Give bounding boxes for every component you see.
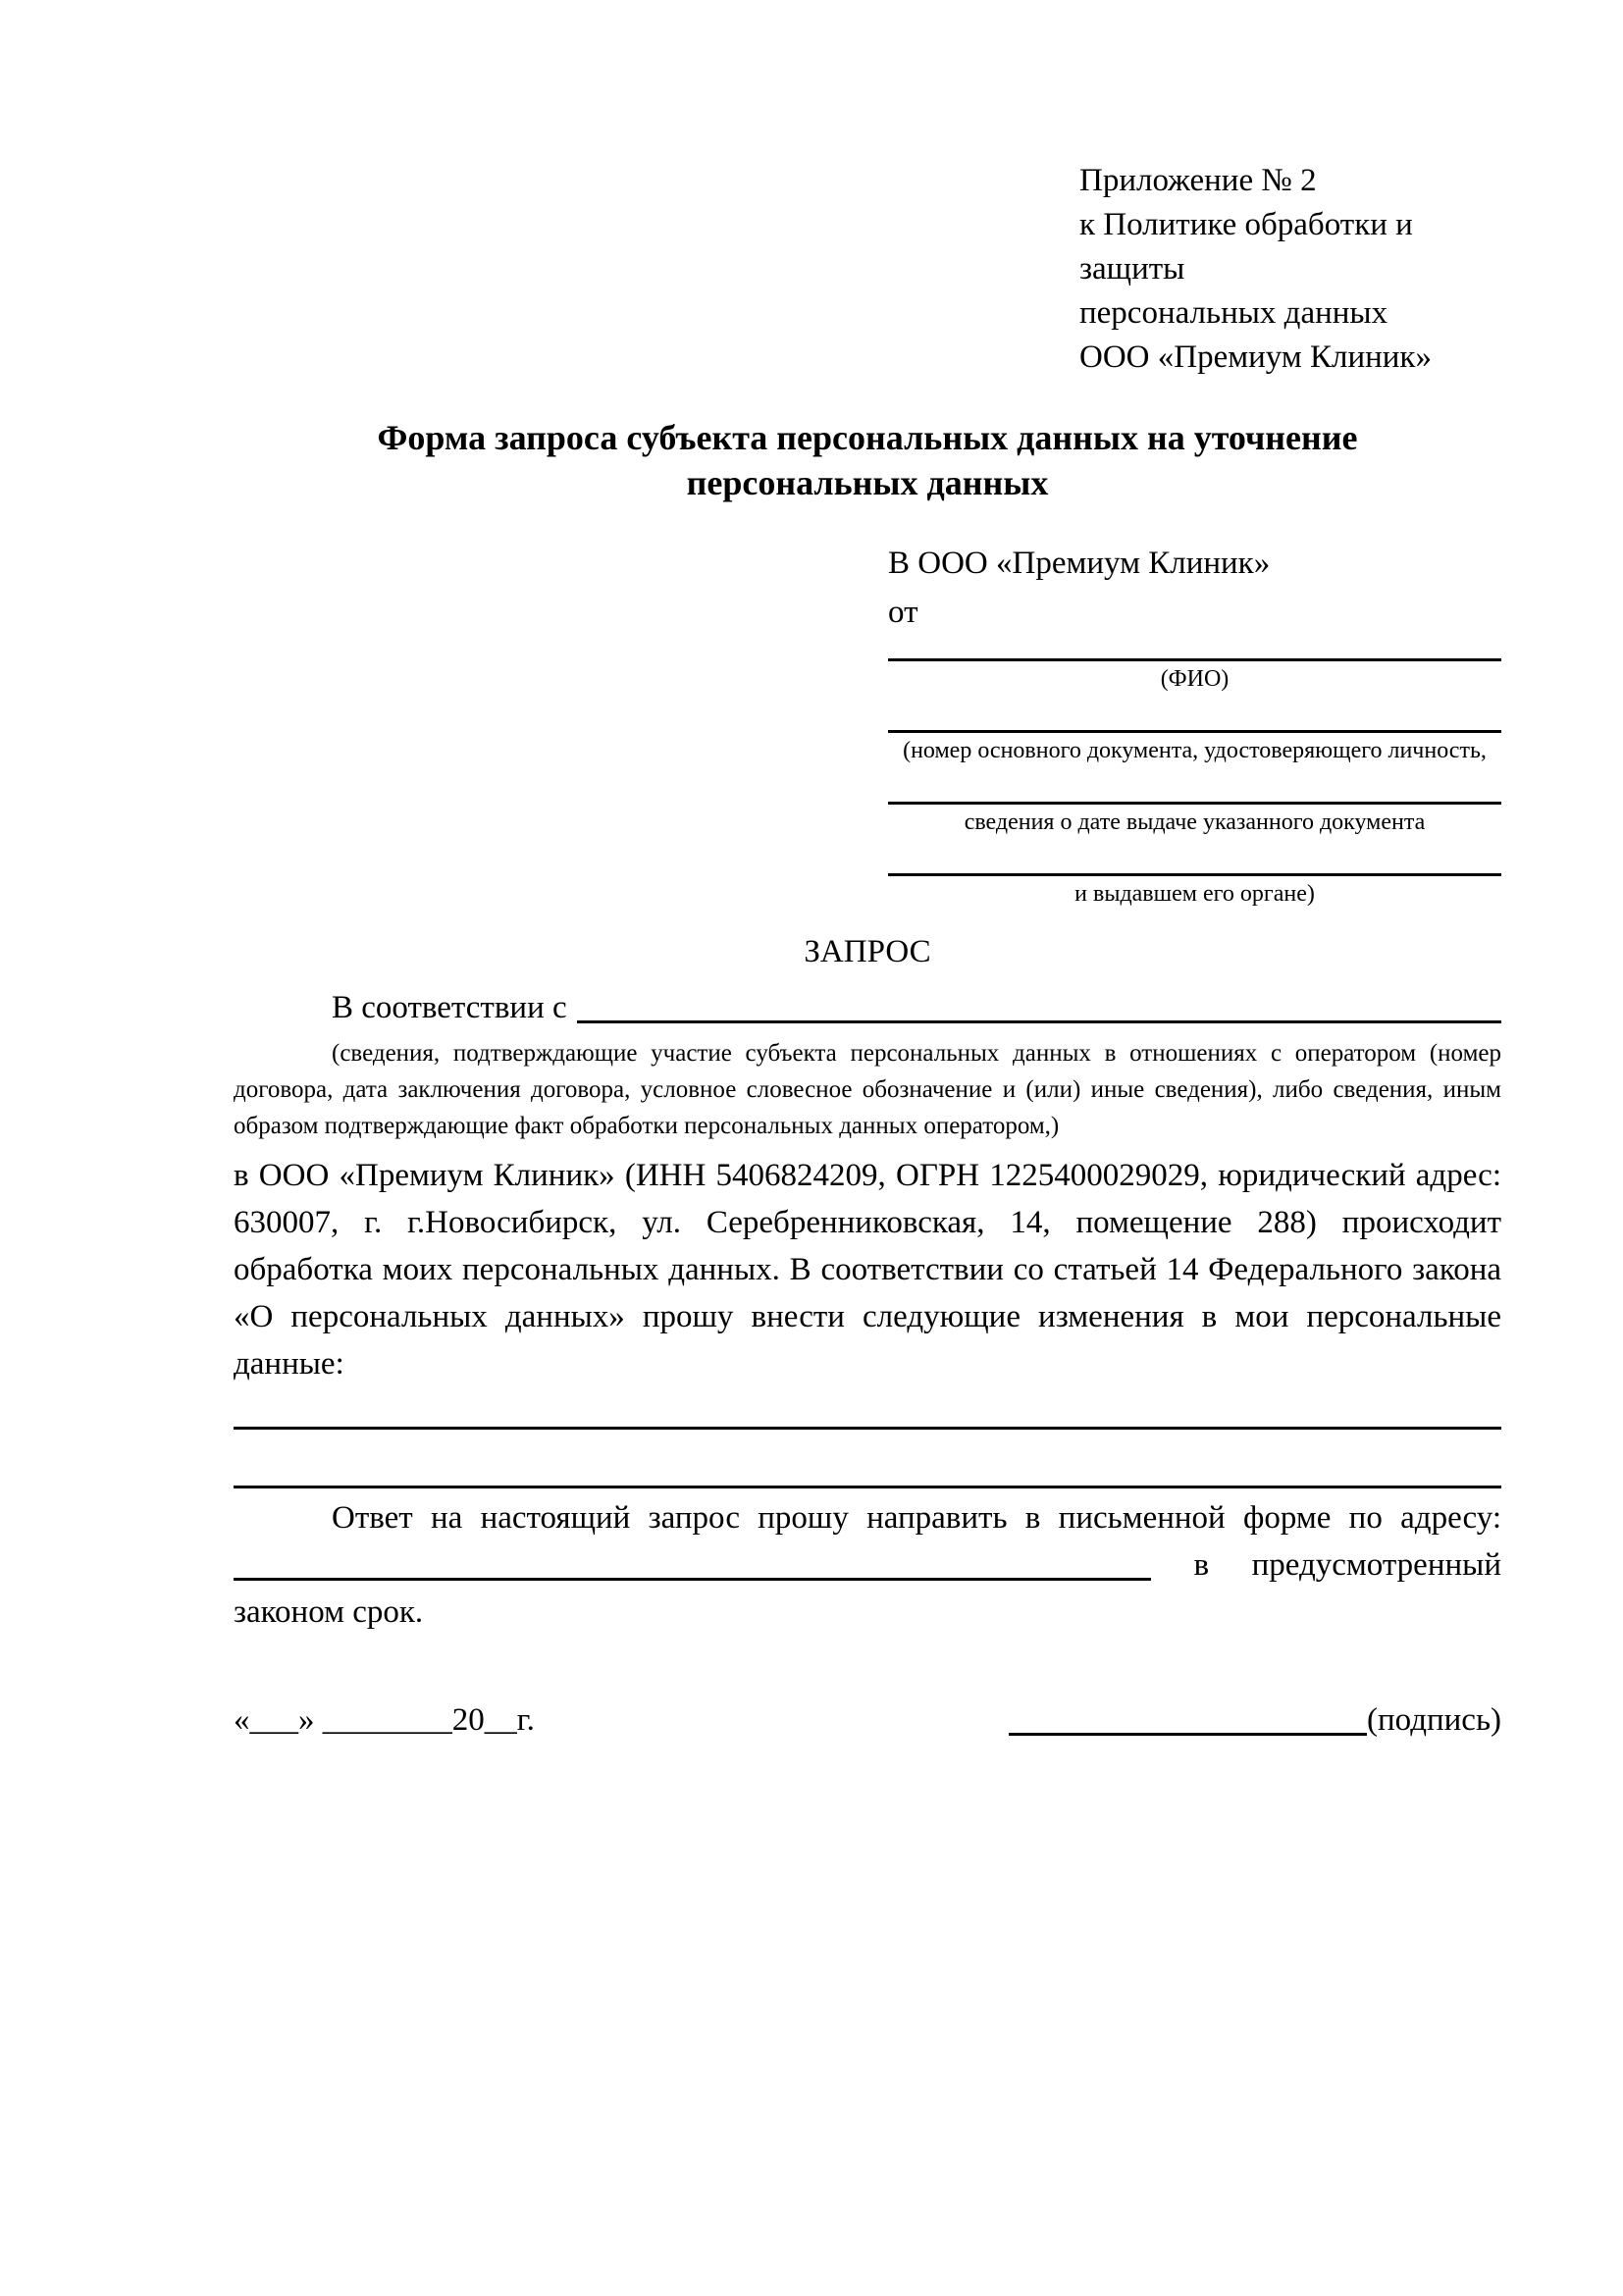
- body-paragraph: в ООО «Премиум Клиник» (ИНН 5406824209, ОГРН 1225400029029, юридический адрес: 630007, г. г.Новосибирск, ул. Серебренниковская, 14, помещение 288) происходит обработка моих персональных данных. В соответствии со статьей 14 Федерального закона «О персональных данных» прошу внести следующие изменения в мои персональные данные:: [234, 1158, 1501, 1382]
- reply-word-predusmotrennyj: предусмотренный: [1251, 1547, 1501, 1583]
- signature-area: [1009, 1696, 1501, 1744]
- footnote: (сведения, подтверждающие участие субъекта персональных данных в отношениях с оператором (номер договора, дата заключения договора, условное словесное обозначение и (или) иные сведения), либо сведения, иным образом подтверждающие факт обработки персональных данных оператором,): [234, 1040, 1501, 1139]
- date-blank: «___» ________20__г.: [234, 1702, 535, 1738]
- address-blank-line: [234, 1578, 1151, 1581]
- issue-date-blank-line: [888, 802, 1501, 805]
- document-number-blank-line: [888, 730, 1501, 733]
- intro-text: В соответствии с: [332, 990, 567, 1025]
- changes-blank-line-2: [234, 1486, 1501, 1488]
- changes-blank-line-1: [234, 1427, 1501, 1430]
- issuing-authority-caption: и выдавшем его органе): [1074, 881, 1315, 907]
- appendix-line: к Политике обработки и защиты: [1079, 207, 1413, 287]
- appendix-block: [1079, 159, 1501, 380]
- intro-row: [234, 985, 1501, 1031]
- addressee-to: В ООО «Премиум Клиник»: [888, 546, 1271, 581]
- reply-sentence-end: законом срок.: [234, 1594, 424, 1630]
- footer-row: [234, 1696, 1501, 1744]
- document-title: Форма запроса субъекта персональных данных на уточнение персональных данных: [377, 418, 1358, 502]
- appendix-line: Приложение № 2: [1079, 163, 1317, 198]
- intro-blank-line: [577, 1020, 1501, 1023]
- reply-address-row: [234, 1541, 1501, 1589]
- document-number-caption: (номер основного документа, удостоверяющего личность,: [903, 738, 1487, 763]
- reply-sentence-start: Ответ на настоящий запрос прошу направить в письменной форме по адресу:: [332, 1500, 1501, 1536]
- appendix-line: ООО «Премиум Клиник»: [1079, 339, 1432, 375]
- reply-word-v: в: [1193, 1547, 1210, 1583]
- addressee-from: от: [888, 595, 918, 630]
- issuing-authority-blank-line: [888, 873, 1501, 876]
- fio-blank-line: [888, 658, 1501, 661]
- addressee-block: [888, 539, 1501, 908]
- signature-blank-line: [1009, 1733, 1367, 1736]
- issue-date-caption: сведения о дате выдаче указанного документа: [964, 809, 1426, 835]
- appendix-line: персональных данных: [1079, 295, 1388, 331]
- signature-caption: (подпись): [1367, 1702, 1501, 1738]
- request-heading: ЗАПРОС: [804, 934, 931, 969]
- fio-caption: (ФИО): [1160, 666, 1230, 692]
